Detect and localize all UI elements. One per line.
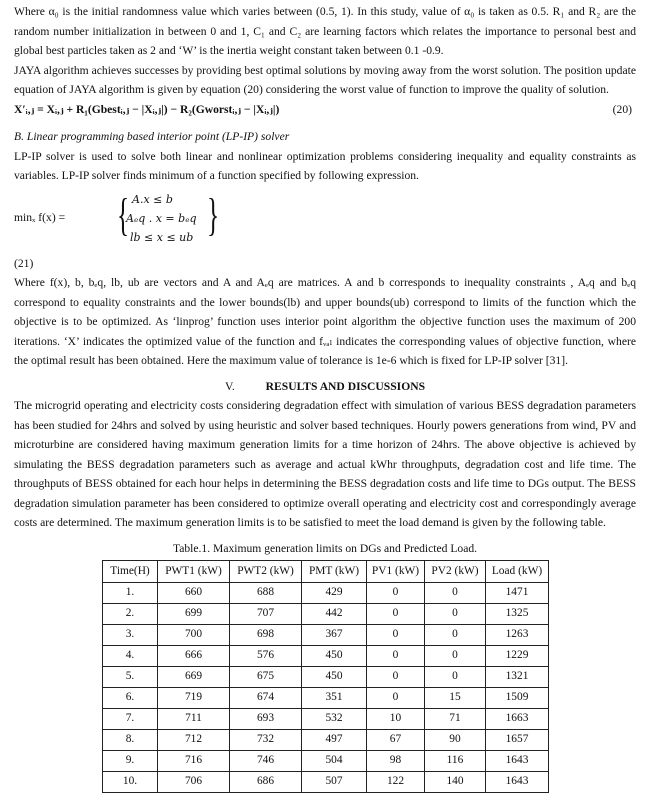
constraint-inequality: A.x ≤ b [132, 192, 173, 206]
paragraph-pso-parameters: Where α₀ is the initial randomness value which varies between (0.5, 1). In this study, value of α₀ is taken as 0.5. R₁ and R₂ are the random number initialization in between 0 and 1, C₁ and C₂ are learning factors which relates the importance to personal best and global best particles taken as 2 and ‘W’ is the inertia weight constant taken between 0.1 -0.9. [14, 5, 636, 57]
table-cell: 675 [230, 667, 302, 688]
subsection-heading: B. Linear programming based interior point (LP-IP) solver [14, 130, 290, 143]
section-heading [14, 377, 636, 397]
table-cell: 660 [158, 583, 230, 604]
table-cell: 450 [302, 646, 367, 667]
table-cell: 507 [302, 772, 367, 793]
table-cell: 0 [367, 604, 425, 625]
table-cell: 15 [425, 688, 486, 709]
equation-20-body: X′ᵢ,ⱼ = Xᵢ,ⱼ + R₁(Gbestᵢ,ⱼ − |Xᵢ,ⱼ|) − R₂(Gworstᵢ,ⱼ − |Xᵢ,ⱼ|) [14, 102, 280, 116]
table-cell: 0 [425, 667, 486, 688]
table-cell: 6. [103, 688, 158, 709]
right-brace: } [207, 188, 220, 240]
table-cell: 746 [230, 751, 302, 772]
table-cell: 532 [302, 709, 367, 730]
table-cell: 719 [158, 688, 230, 709]
table-cell: 442 [302, 604, 367, 625]
table-row [103, 646, 549, 667]
table-cell: 0 [367, 688, 425, 709]
table-cell: 1263 [486, 625, 549, 646]
table-cell: 10. [103, 772, 158, 793]
table-cell: 367 [302, 625, 367, 646]
table-cell: 497 [302, 730, 367, 751]
table-cell: 666 [158, 646, 230, 667]
table-cell: 716 [158, 751, 230, 772]
table-cell: 71 [425, 709, 486, 730]
equation-21 [14, 188, 636, 252]
left-brace: { [117, 188, 130, 240]
table-cell: 0 [425, 583, 486, 604]
section-title: RESULTS AND DISCUSSIONS [265, 379, 426, 393]
table-cell: 0 [367, 667, 425, 688]
table-cell: 7. [103, 709, 158, 730]
table-cell: 450 [302, 667, 367, 688]
table-row [103, 625, 549, 646]
table-cell: 1643 [486, 751, 549, 772]
table-cell: 98 [367, 751, 425, 772]
table-row [103, 667, 549, 688]
paragraph-lpip: LP-IP solver is used to solve both linear and nonlinear optimization problems considering inequality and equality constraints as variables. LP-IP solver finds minimum of a function specified by following expression. [14, 149, 636, 182]
table-cell: 90 [425, 730, 486, 751]
header-load: Load (kW) [486, 561, 549, 583]
table-cell: 504 [302, 751, 367, 772]
table-cell: 0 [425, 625, 486, 646]
table-cell: 1509 [486, 688, 549, 709]
header-pv1: PV1 (kW) [367, 561, 425, 583]
table-cell: 0 [425, 604, 486, 625]
table-row [103, 583, 549, 604]
table-cell: 693 [230, 709, 302, 730]
table-cell: 1229 [486, 646, 549, 667]
table-cell: 732 [230, 730, 302, 751]
table-row [103, 772, 549, 793]
header-pmt: PMT (kW) [302, 561, 367, 583]
table-row [103, 751, 549, 772]
table-cell: 429 [302, 583, 367, 604]
table-cell: 706 [158, 772, 230, 793]
table-cell: 686 [230, 772, 302, 793]
header-pwt1: PWT1 (kW) [158, 561, 230, 583]
table-cell: 576 [230, 646, 302, 667]
table-row [103, 688, 549, 709]
table-header-row [103, 561, 549, 583]
table-cell: 5. [103, 667, 158, 688]
header-pv2: PV2 (kW) [425, 561, 486, 583]
table-cell: 0 [367, 583, 425, 604]
table-cell: 2. [103, 604, 158, 625]
table-cell: 0 [367, 646, 425, 667]
table-row [103, 709, 549, 730]
table-caption: Table.1. Maximum generation limits on DGs and Predicted Load. [172, 541, 478, 555]
table-cell: 1325 [486, 604, 549, 625]
paragraph-variables: Where f(x), b, bₑq, lb, ub are vectors and A and Aₑq are matrices. A and b corresponds to inequality constraints , Aₑq and bₑq correspond to equality constraints and the lower bounds(lb) and upper bounds(ub) correspond to limits of the function which the objective is to be optimized. As ‘linprog’ function uses interior point algorithm the objective function uses the maximum of 200 iterations. ‘X’ indicates the optimized value of the function and fᵥₐₗ indicates the corresponding values of objective function, where the optimal result has been obtained. Here the maximum value of tolerance is 1e-6 which is fixed for LP-IP solver [31]. [14, 276, 636, 367]
table-row [103, 604, 549, 625]
table-cell: 122 [367, 772, 425, 793]
header-time: Time(H) [103, 561, 158, 583]
paragraph-jaya-intro: JAYA algorithm achieves successes by providing best optimal solutions by moving away from the worst solution. The position update equation of JAYA algorithm is given by equation (20) considering the worst value of function to improve the quality of solution. [14, 63, 636, 96]
table-cell: 351 [302, 688, 367, 709]
equation-21-lhs: minₓ f(x) = [14, 210, 66, 224]
table-cell: 688 [230, 583, 302, 604]
table-cell: 707 [230, 604, 302, 625]
table-cell: 116 [425, 751, 486, 772]
constraint-bounds: lb ≤ x ≤ ub [130, 230, 194, 244]
table-cell: 1643 [486, 772, 549, 793]
table-cell: 700 [158, 625, 230, 646]
equation-20 [14, 100, 636, 120]
table-cell: 669 [158, 667, 230, 688]
table-cell: 10 [367, 709, 425, 730]
header-pwt2: PWT2 (kW) [230, 561, 302, 583]
table-cell: 712 [158, 730, 230, 751]
table-cell: 4. [103, 646, 158, 667]
constraint-equality: Aₑq . x = bₑq [126, 211, 197, 225]
equation-20-number: (20) [612, 102, 632, 116]
table-cell: 8. [103, 730, 158, 751]
table-cell: 1657 [486, 730, 549, 751]
paper-page [14, 2, 636, 793]
table-cell: 1471 [486, 583, 549, 604]
table-cell: 140 [425, 772, 486, 793]
equation-21-number: (21) [14, 256, 34, 270]
table-cell: 674 [230, 688, 302, 709]
table-cell: 711 [158, 709, 230, 730]
table-cell: 0 [425, 646, 486, 667]
table-cell: 0 [367, 625, 425, 646]
generation-limits-table [102, 560, 549, 793]
table-row [103, 730, 549, 751]
table-cell: 3. [103, 625, 158, 646]
table-cell: 9. [103, 751, 158, 772]
table-cell: 67 [367, 730, 425, 751]
table-cell: 698 [230, 625, 302, 646]
section-number: V. [224, 379, 235, 393]
table-cell: 699 [158, 604, 230, 625]
table-cell: 1. [103, 583, 158, 604]
table-cell: 1663 [486, 709, 549, 730]
table-cell: 1321 [486, 667, 549, 688]
paragraph-results: The microgrid operating and electricity costs considering degradation effect with simulation of various BESS degradation parameters has been studied for 24hrs and solved by using heuristic and solver based techniques. Hourly powers generations from wind, PV and microturbine are considered having maximum generation limits for a time horizon of 24hrs. The above objective is achieved by simulating the BESS degradation parameters such as average and actual kWhr throughputs, degradation cost and life time. The throughputs of BESS obtained for each hour helps in determining the BESS degradation costs and life time to DGs output. The BESS degradation simulation parameter has been considered to optimize overall operating and electricity cost and correspondingly average costs are determined. The maximum generation limits is to be satisfied to meet the load demand is given by the following table. [14, 399, 636, 529]
